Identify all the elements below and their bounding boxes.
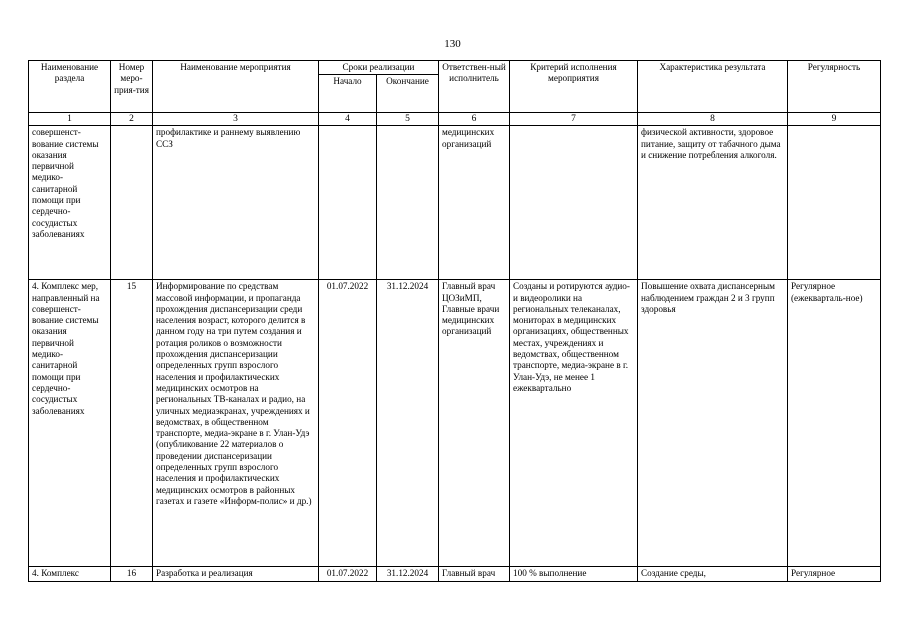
row-criterion: 100 % выполнение xyxy=(510,567,638,581)
header-criterion: Критерий исполнения мероприятия xyxy=(510,61,638,113)
row-section: 4. Комплекс xyxy=(29,567,111,581)
row-criterion: Созданы и ротируются аудио- и видеоролики на региональных телеканалах, мониторах в медицинских организациях, общественных местах, учреждениях и ведомствах, общественном транспорте, медиа-экране в г. Улан-Удэ, не менее 1 ежеквартально xyxy=(510,280,638,567)
row-executor: медицинских организаций xyxy=(439,126,510,280)
row-end: 31.12.2024 xyxy=(377,280,439,567)
row-section: 4. Комплекс мер, направленный на совершенст-вование системы оказания первичной медико-санитарной помощи при сердечно-сосудистых заболеваниях xyxy=(29,280,111,567)
header-row xyxy=(29,61,881,75)
row-event: профилактике и раннему выявлению ССЗ xyxy=(153,126,319,280)
header-terms: Сроки реализации xyxy=(319,61,439,75)
column-number: 4 xyxy=(319,113,377,126)
row-executor: Главный врач ЦОЗиМП, Главные врачи медицинских организаций xyxy=(439,280,510,567)
row-regularity: Регулярное xyxy=(788,567,881,581)
row-start: 01.07.2022 xyxy=(319,567,377,581)
header-result: Характеристика результата xyxy=(638,61,788,113)
row-number xyxy=(111,126,153,280)
column-number: 9 xyxy=(788,113,881,126)
column-number: 7 xyxy=(510,113,638,126)
row-regularity xyxy=(788,126,881,280)
header-event-name: Наименование мероприятия xyxy=(153,61,319,113)
row-start xyxy=(319,126,377,280)
header-regularity: Регулярность xyxy=(788,61,881,113)
column-number: 5 xyxy=(377,113,439,126)
row-result: Повышение охвата диспансерным наблюдением граждан 2 и 3 групп здоровья xyxy=(638,280,788,567)
row-result: физической активности, здоровое питание, защиту от табачного дыма и снижение потребления алкоголя. xyxy=(638,126,788,280)
page-number: 130 xyxy=(444,38,461,50)
row-end xyxy=(377,126,439,280)
row-criterion xyxy=(510,126,638,280)
row-section: совершенст-вование системы оказания первичной медико-санитарной помощи при сердечно-сосудистых заболеваниях xyxy=(29,126,111,280)
table-row xyxy=(29,126,881,280)
events-table xyxy=(28,60,881,582)
row-end: 31.12.2024 xyxy=(377,567,439,581)
row-start: 01.07.2022 xyxy=(319,280,377,567)
column-number: 2 xyxy=(111,113,153,126)
row-event: Информирование по средствам массовой информации, и пропаганда прохождения диспансеризации среди населения возраст, которого делится в данном году на три путем создания и ротация роликов о возможности прохождения диспансеризации определенных групп взрослого населения и профилактических медицинских осмотров на региональных ТВ-каналах и радио, на уличных медиаэкранах, учреждениях и ведомствах, в общественном транспорте, медиа-экране в г. Улан-Удэ (опубликование 22 материалов о проведении диспансеризации определенных групп взрослого населения и профилактических медицинских осмотров в районных газетах и газете «Информ-полис» и др.) xyxy=(153,280,319,567)
column-number: 8 xyxy=(638,113,788,126)
column-number: 1 xyxy=(29,113,111,126)
row-event: Разработка и реализация xyxy=(153,567,319,581)
table-row xyxy=(29,280,881,567)
header-executor: Ответствен-ный исполнитель xyxy=(439,61,510,113)
column-number: 6 xyxy=(439,113,510,126)
header-end: Окончание xyxy=(377,75,439,113)
row-number: 16 xyxy=(111,567,153,581)
column-number-row xyxy=(29,113,881,126)
header-start: Начало xyxy=(319,75,377,113)
header-event-number: Номер меро-прия-тия xyxy=(111,61,153,113)
row-number: 15 xyxy=(111,280,153,567)
column-number: 3 xyxy=(153,113,319,126)
table-row xyxy=(29,567,881,581)
row-executor: Главный врач xyxy=(439,567,510,581)
row-regularity: Регулярное (ежекварталь-ное) xyxy=(788,280,881,567)
header-section: Наименование раздела xyxy=(29,61,111,113)
row-result: Создание среды, xyxy=(638,567,788,581)
